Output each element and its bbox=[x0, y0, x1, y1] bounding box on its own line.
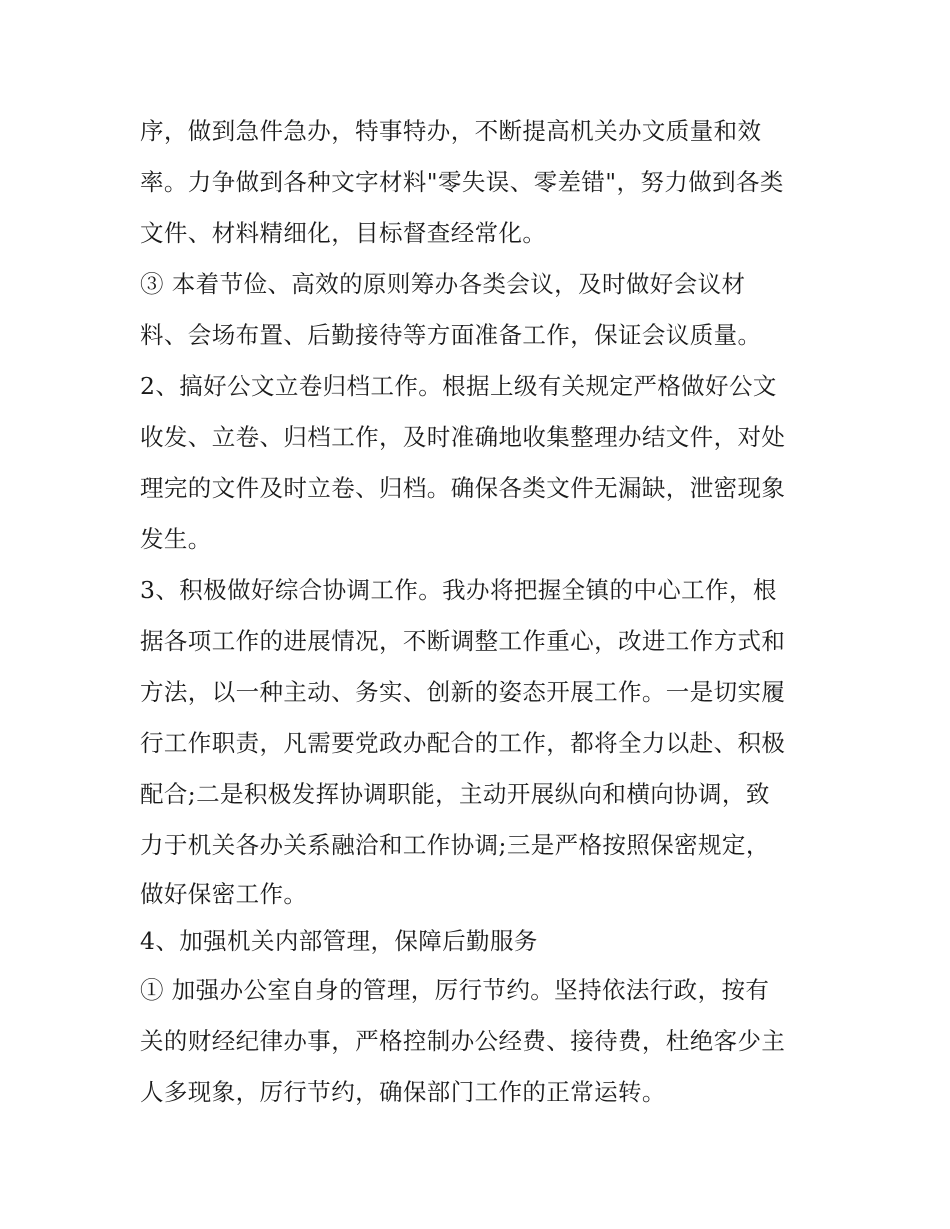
text-line: 做好保密工作。 bbox=[140, 880, 308, 908]
text-line: 配合;二是积极发挥协调职能，主动开展纵向和横向协调，致 bbox=[140, 780, 770, 808]
text-line: 据各项工作的进展情况，不断调整工作重心，改进工作方式和 bbox=[140, 627, 786, 655]
text-line: 率。力争做到各种文字材料"零失误、零差错"，努力做到各类 bbox=[140, 168, 784, 196]
text-line: 3、积极做好综合协调工作。我办将把握全镇的中心工作，根 bbox=[140, 576, 777, 604]
text-line: 力于机关各办关系融洽和工作协调;三是严格按照保密规定， bbox=[140, 831, 770, 859]
text-line: 方法，以一种主动、务实、创新的姿态开展工作。一是切实履 bbox=[140, 678, 786, 706]
text-line: ③ 本着节俭、高效的原则筹办各类会议，及时做好会议材 bbox=[140, 270, 746, 298]
section-heading: 4、加强机关内部管理，保障后勤服务 bbox=[140, 927, 538, 955]
text-line: 料、会场布置、后勤接待等方面准备工作，保证会议质量。 bbox=[140, 321, 762, 349]
document-body bbox=[140, 106, 820, 1118]
text-line: 收发、立卷、归档工作，及时准确地收集整理办结文件，对处 bbox=[140, 423, 786, 451]
text-line: ① 加强办公室自身的管理，厉行节约。坚持依法行政，按有 bbox=[140, 976, 770, 1004]
text-line: 人多现象，厉行节约，确保部门工作的正常运转。 bbox=[140, 1078, 666, 1106]
text-line: 发生。 bbox=[140, 525, 212, 553]
text-line: 理完的文件及时立卷、归档。确保各类文件无漏缺，泄密现象 bbox=[140, 474, 786, 502]
text-line: 关的财经纪律办事，严格控制办公经费、接待费，杜绝客少主 bbox=[140, 1027, 786, 1055]
text-line: 序，做到急件急办，特事特办，不断提高机关办文质量和效 bbox=[140, 117, 762, 145]
text-line: 2、搞好公文立卷归档工作。根据上级有关规定严格做好公文 bbox=[140, 372, 777, 400]
text-line: 文件、材料精细化，目标督查经常化。 bbox=[140, 219, 547, 247]
text-line: 行工作职责，凡需要党政办配合的工作，都将全力以赴、积极 bbox=[140, 729, 786, 757]
